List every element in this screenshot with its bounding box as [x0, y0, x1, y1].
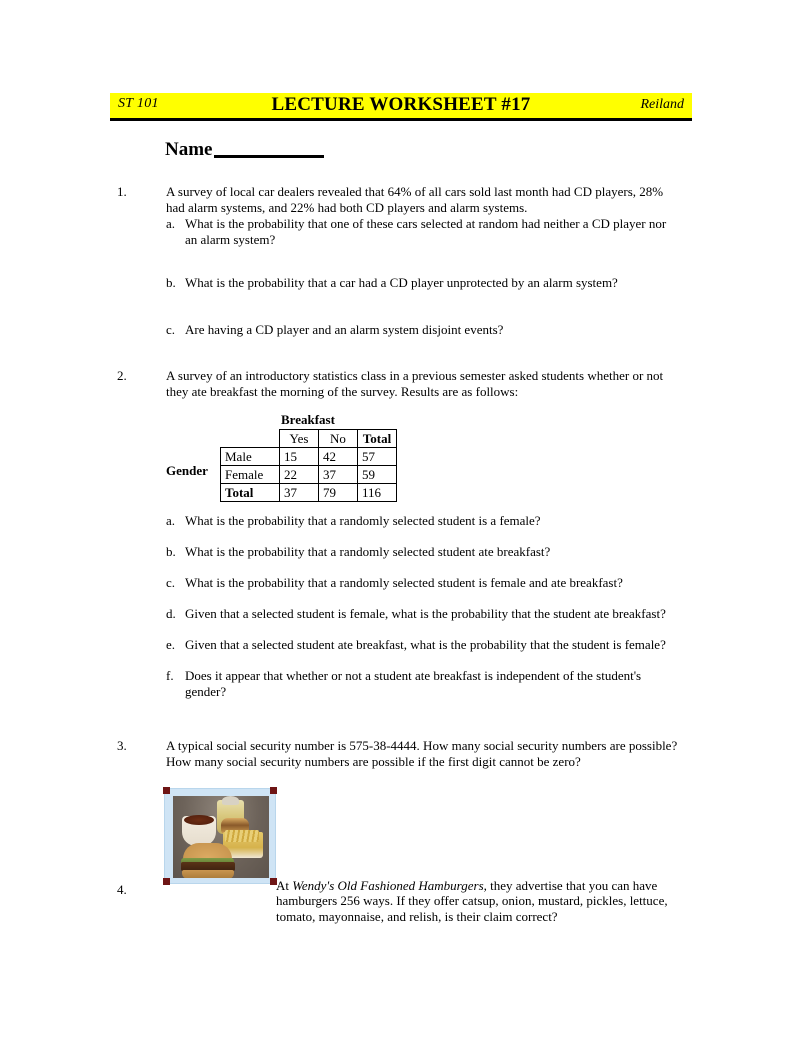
question-1-part-a — [166, 216, 681, 247]
part-text: Given that a selected student is female, what is the probability that the student ate breakfast? — [185, 606, 666, 621]
resize-handle-top-right[interactable] — [270, 787, 277, 794]
part-label: b. — [166, 275, 176, 290]
question-2-part-c — [166, 575, 681, 591]
part-text: What is the probability that a randomly selected student ate breakfast? — [185, 544, 551, 559]
question-2-text: A survey of an introductory statistics class in a previous semester asked students whether or not they ate breakfast the morning of the survey. Results are as follows: — [166, 368, 664, 399]
cell-female-yes: 22 — [280, 466, 319, 484]
name-label: Name — [165, 139, 213, 160]
row-header-total: Total — [221, 484, 280, 502]
name-blank-line — [214, 155, 324, 158]
table-header-row — [221, 430, 397, 448]
question-1-part-b — [166, 275, 681, 291]
header-divider-rule — [110, 118, 692, 121]
part-text: What is the probability that a car had a CD player unprotected by an alarm system? — [185, 275, 618, 290]
table-caption-breakfast: Breakfast — [281, 412, 335, 427]
question-4-remaining-text: hamburgers 256 ways. If they offer catsup, onion, mustard, pickles, lettuce, tomato, mayonnaise, and relish, is their claim correct? — [276, 893, 668, 924]
part-label: f. — [166, 668, 174, 683]
part-text: What is the probability that a randomly selected student is female and ate breakfast? — [185, 575, 623, 590]
col-header-no: No — [319, 430, 358, 448]
wendys-meal-photo — [173, 796, 269, 878]
resize-handle-top-left[interactable] — [163, 787, 170, 794]
question-4-number: 4. — [117, 882, 127, 897]
question-1-number: 1. — [117, 184, 127, 199]
part-label: b. — [166, 544, 176, 559]
table-row — [221, 466, 397, 484]
wendys-meal-image[interactable] — [164, 788, 276, 884]
name-field — [165, 139, 324, 161]
table-rowgroup-label-gender: Gender — [166, 463, 208, 478]
question-1-part-c — [166, 322, 681, 338]
question-1-text: A survey of local car dealers revealed that 64% of all cars sold last month had CD players, 28% had alarm systems, and 22% had both CD players and alarm systems. — [166, 184, 664, 215]
question-2-part-e — [166, 637, 681, 653]
question-2-part-b — [166, 544, 681, 560]
question-3-text: A typical social security number is 575-38-4444. How many social security numbers are possible? How many social security numbers are possible if the first digit cannot be zero? — [166, 738, 678, 769]
part-label: c. — [166, 575, 176, 590]
cell-total-yes: 37 — [280, 484, 319, 502]
resize-handle-bottom-left[interactable] — [163, 878, 170, 885]
cell-female-no: 37 — [319, 466, 358, 484]
cell-female-total: 59 — [358, 466, 397, 484]
part-text: Given that a selected student ate breakfast, what is the probability that the student is female? — [185, 637, 666, 652]
breakfast-gender-table — [220, 429, 397, 502]
row-header-female: Female — [221, 466, 280, 484]
question-2-part-d — [166, 606, 681, 622]
cell-male-total: 57 — [358, 448, 397, 466]
question-4-first-line — [276, 878, 681, 894]
burger-bottom-bun-icon — [182, 870, 234, 878]
question-4-brand-name: Wendy's Old Fashioned Hamburgers, — [292, 878, 487, 893]
table-row — [221, 484, 397, 502]
author-name: Reiland — [640, 97, 684, 112]
part-text: What is the probability that a randomly selected student is a female? — [185, 513, 541, 528]
row-header-male: Male — [221, 448, 280, 466]
question-3-number: 3. — [117, 738, 127, 753]
cell-male-no: 42 — [319, 448, 358, 466]
part-label: d. — [166, 606, 176, 621]
worksheet-title: LECTURE WORKSHEET #17 — [271, 94, 531, 115]
worksheet-header-band — [110, 93, 692, 118]
part-text: Does it appear that whether or not a student ate breakfast is independent of the student's gender? — [185, 668, 642, 699]
drink-lid-icon — [222, 796, 239, 805]
table-row — [221, 448, 397, 466]
course-code: ST 101 — [118, 96, 159, 111]
part-label: e. — [166, 637, 176, 652]
part-text: What is the probability that one of these cars selected at random had neither a CD player nor an alarm system? — [185, 216, 667, 247]
question-4-text-pre: At — [276, 878, 293, 893]
part-label: c. — [166, 322, 176, 337]
fries-icon — [225, 830, 259, 842]
part-label: a. — [166, 216, 176, 231]
cell-total-no: 79 — [319, 484, 358, 502]
question-2-part-a — [166, 513, 681, 529]
table-corner-cell — [221, 430, 280, 448]
part-text: Are having a CD player and an alarm system disjoint events? — [185, 322, 504, 337]
cell-male-yes: 15 — [280, 448, 319, 466]
col-header-yes: Yes — [280, 430, 319, 448]
part-label: a. — [166, 513, 176, 528]
question-4-text-post: they advertise that you can have — [486, 878, 658, 893]
question-2-part-f — [166, 668, 681, 699]
question-2-number: 2. — [117, 368, 127, 383]
col-header-total: Total — [358, 430, 397, 448]
cell-total-total: 116 — [358, 484, 397, 502]
chili-surface — [184, 815, 214, 825]
